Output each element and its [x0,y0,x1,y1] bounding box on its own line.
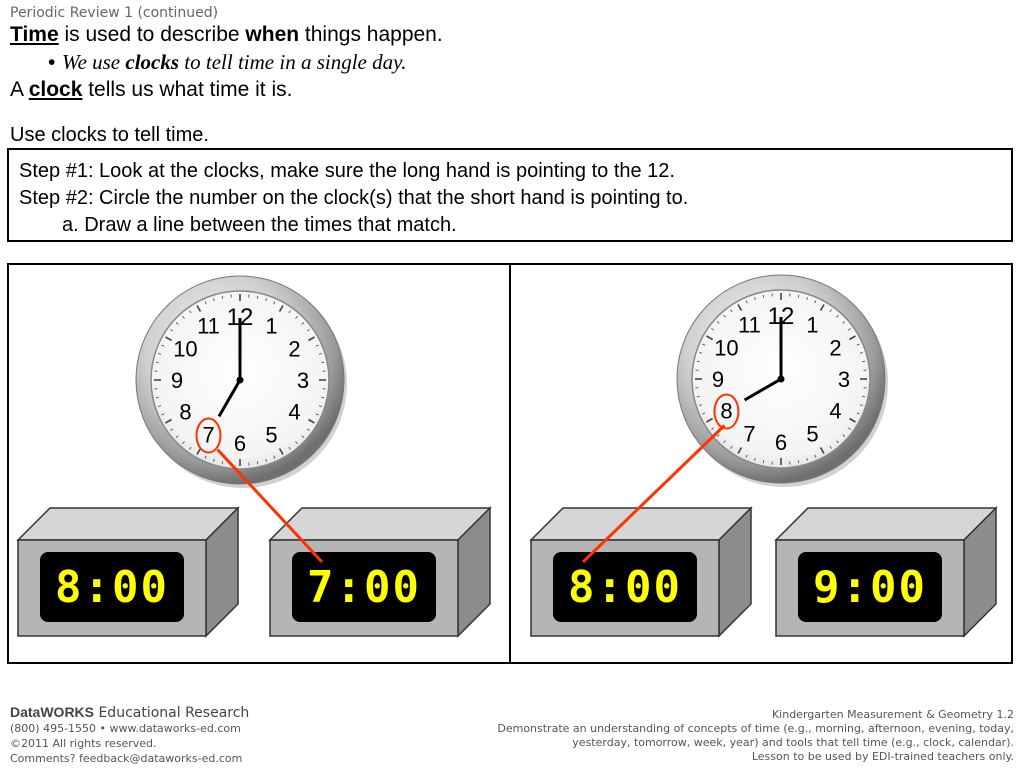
digital-clock [776,508,996,636]
term-when: when [245,23,300,46]
term-clock: clock [28,78,83,101]
slide-label: Periodic Review 1 (continued) [10,5,219,21]
clock-number: 7 [202,422,215,448]
clock-number: 2 [288,336,301,362]
analog-clock [136,276,347,488]
box-top [531,508,751,540]
step-1: Step #1: Look at the clocks, make sure the long hand is pointing to the 12. [19,160,675,182]
footer-contact: (800) 495-1550 • www.dataworks-ed.com [10,722,241,735]
digital-time: 8:00 [568,562,682,613]
footer-brand [10,705,249,721]
clock-number: 4 [288,399,301,425]
term-time: Time [10,23,59,46]
standard-title: Kindergarten Measurement & Geometry 1.2 [771,708,1014,721]
clock-number: 5 [265,422,278,448]
hand-pivot [778,376,785,383]
box-top [18,508,238,540]
brand-rest: Educational Research [94,705,250,721]
clock-number: 5 [806,421,819,447]
footer-publisher [10,705,249,766]
bullet-text: We use [62,50,126,74]
term-clocks: clocks [125,50,180,74]
standard-line-1: Demonstrate an understanding of concepts of time (e.g., morning, afternoon, evening, today, [497,722,1014,735]
clock-number: 3 [837,367,851,392]
intro-text: things happen. [299,23,443,46]
clock-number: 8 [179,399,192,425]
clock-number: 9 [711,367,725,392]
analog-clock [677,275,888,487]
brand-bold: DataWORKS [10,704,95,720]
clock-number: 1 [265,313,278,339]
standard-line-2: yesterday, tomorrow, week, year) and tools that tell time (e.g., clock, calendar). [572,736,1014,749]
footer-copyright: ©2011 All rights reserved. [10,737,157,750]
digital-time: 7:00 [307,562,421,613]
clock-number: 12 [767,303,795,330]
box-top [776,508,996,540]
clock-number: 10 [714,335,739,361]
clock-number: 12 [226,304,254,331]
clock-number: 9 [170,368,184,393]
clock-number: 2 [829,335,842,361]
clock-number: 11 [738,312,761,338]
hand-pivot [237,377,244,384]
intro-text: tells us what time it is. [82,78,293,101]
digital-clock [531,508,751,636]
usage-note: Lesson to be used by EDI-trained teachers only. [751,750,1014,763]
digital-clock [18,508,238,636]
clock-number: 3 [296,368,310,393]
bullet-text: to tell time in a single day. [179,50,407,74]
step-2: Step #2: Circle the number on the clock(s) that the short hand is pointing to. [19,187,689,209]
digital-clocks [18,508,996,636]
clock-number: 6 [774,430,788,455]
digital-time: 9:00 [813,562,927,613]
clock-number: 10 [173,336,198,362]
analog-clocks [136,275,888,488]
clock-number: 1 [806,312,819,338]
step-2a: a. Draw a line between the times that match. [62,214,457,236]
instruction: Use clocks to tell time. [10,124,209,146]
box-top [270,508,490,540]
digital-clock [270,508,490,636]
clock-number: 4 [829,398,842,424]
footer-standard [497,708,1014,764]
intro-text: is used to describe [58,23,246,46]
clock-number: 11 [197,313,220,339]
clock-number: 6 [233,431,247,456]
intro-text: A [10,78,29,101]
footer-comments: Comments? feedback@dataworks-ed.com [10,752,243,765]
bullet-dot: • [48,51,56,74]
clock-number: 8 [720,398,733,424]
clock-number: 7 [743,421,756,447]
digital-time: 8:00 [55,562,169,613]
